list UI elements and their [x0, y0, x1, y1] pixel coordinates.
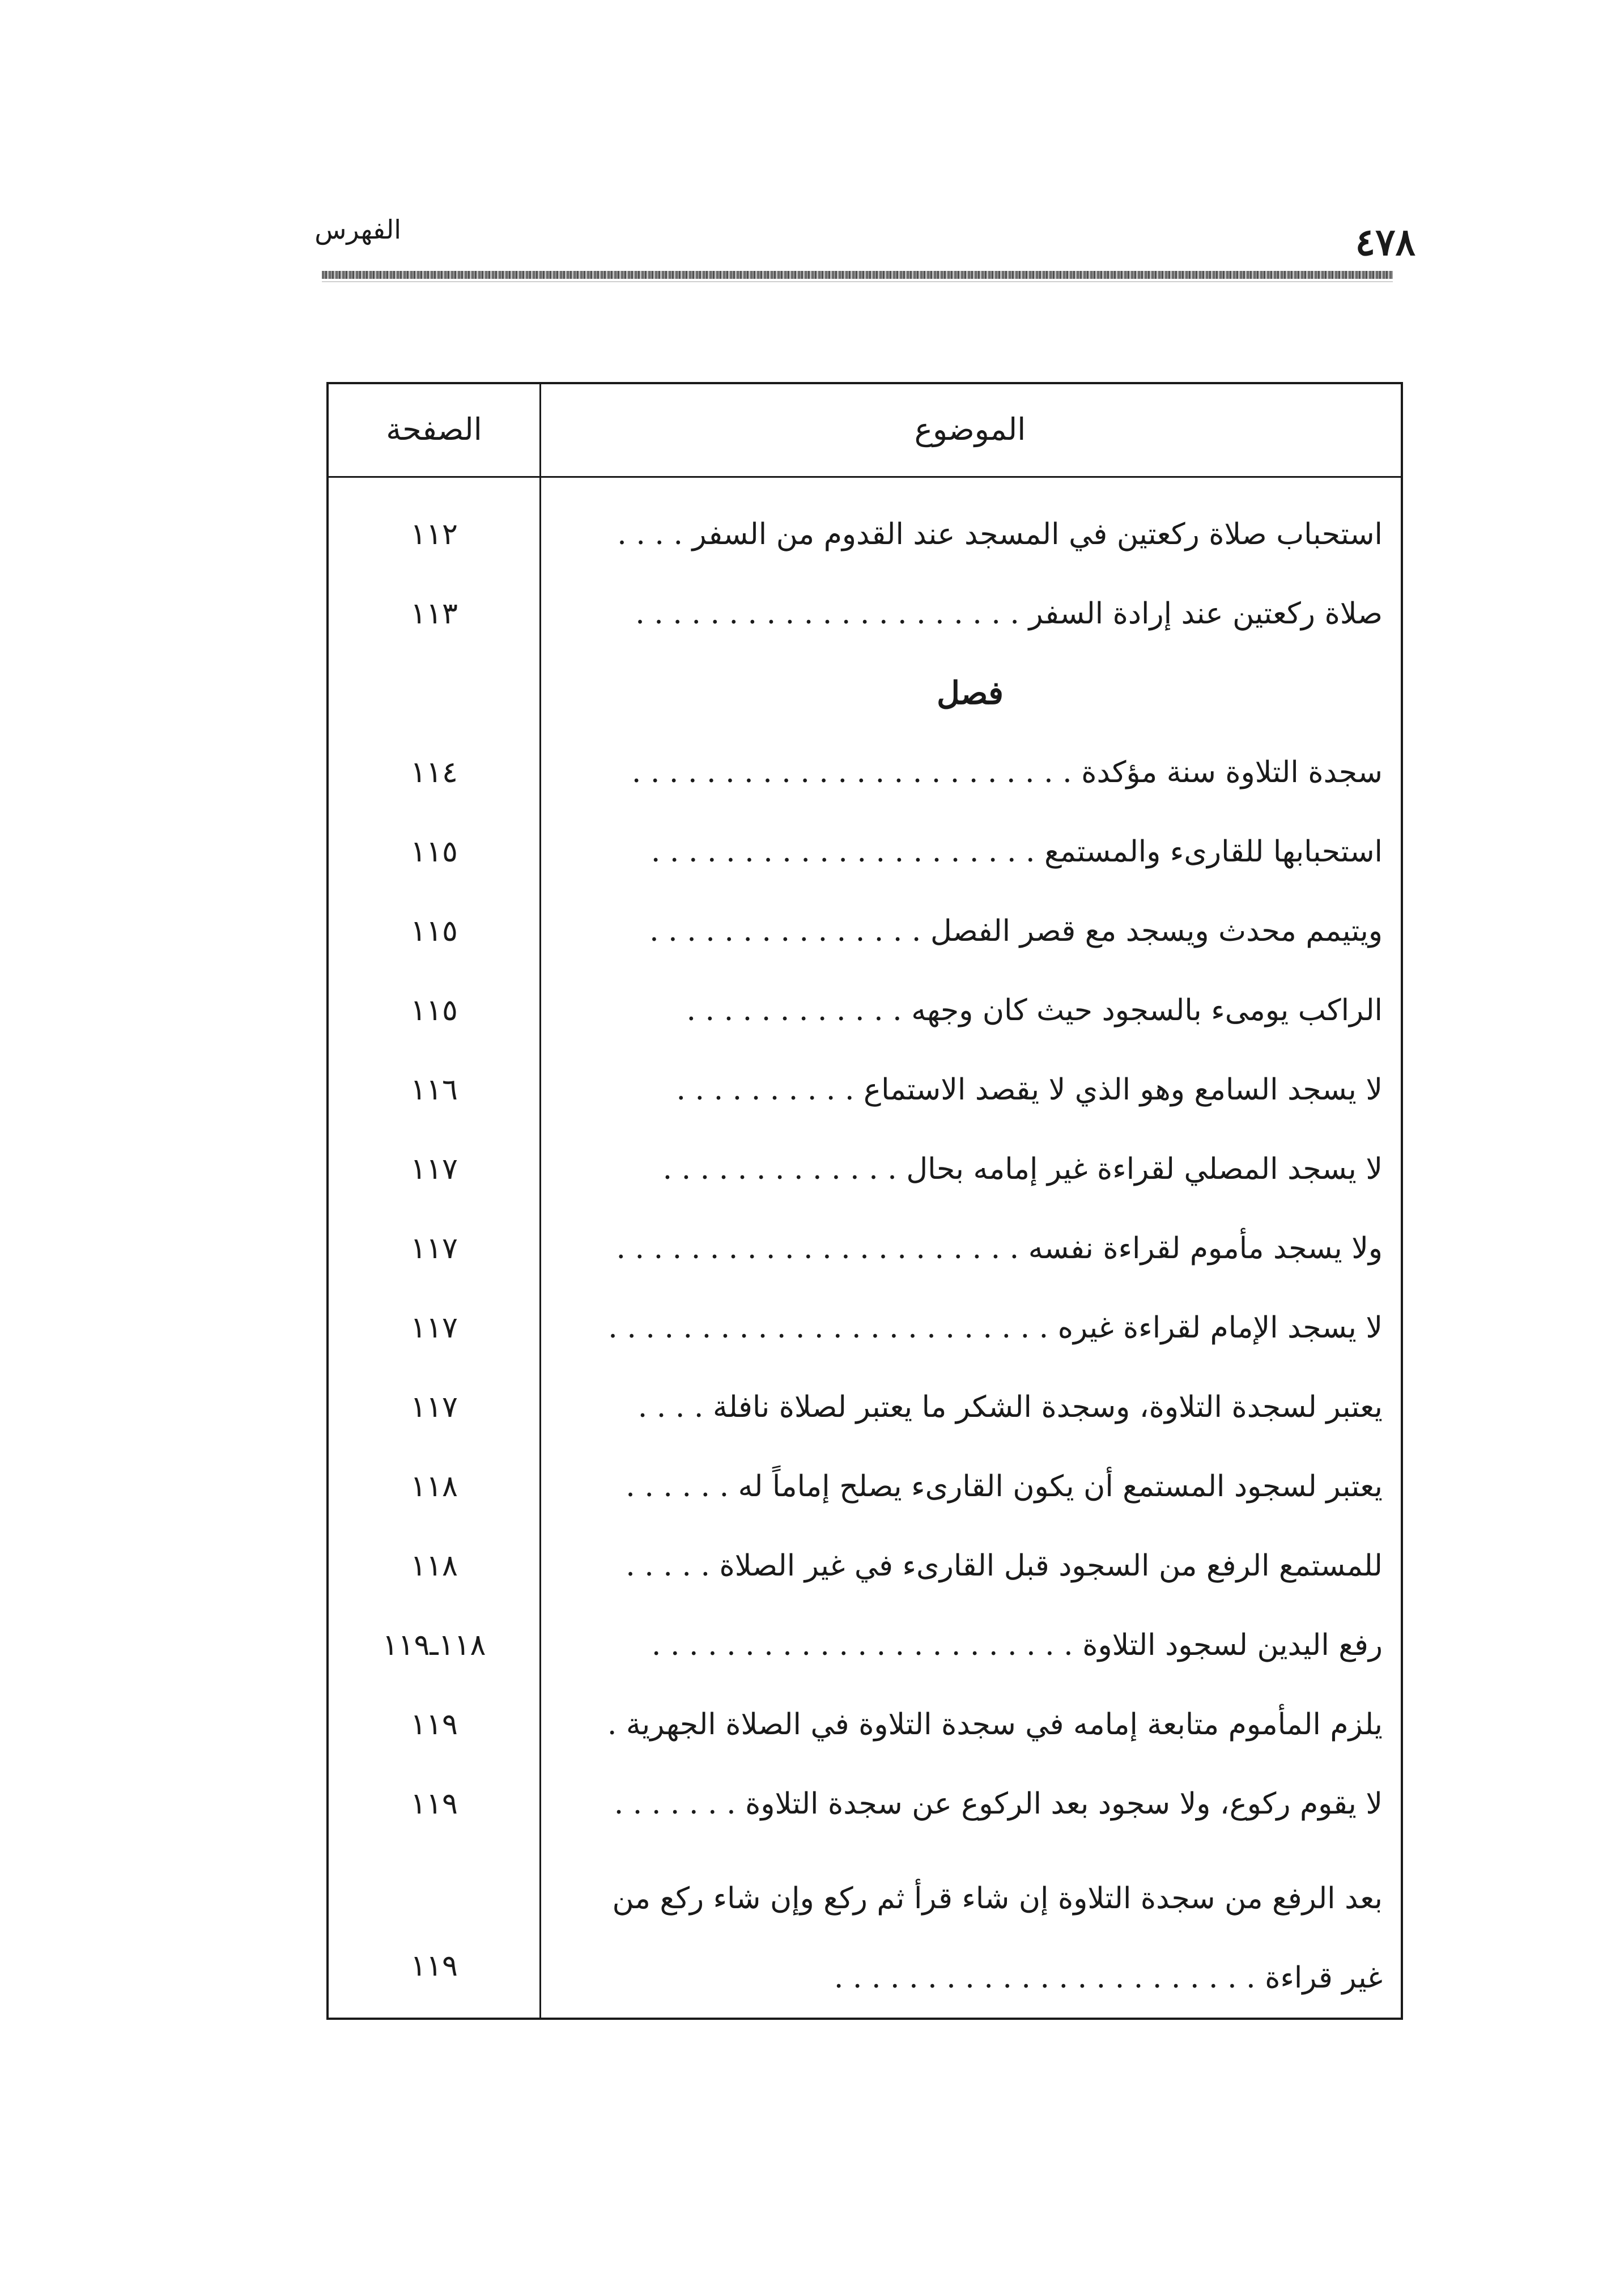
page-cell: ١١٥ [410, 914, 458, 948]
page-cell: ١١٨ [410, 1549, 458, 1583]
table-row [329, 1859, 1401, 2021]
table-row [329, 986, 1401, 1065]
topic-cell [567, 1700, 1383, 1749]
table-row [329, 510, 1401, 589]
topic-text: يعتبر لسجدة التلاوة، وسجدة الشكر ما يعتبر لصلاة نافلة [712, 1390, 1383, 1424]
dot-leader: . . . . [637, 1390, 713, 1424]
header-rule [322, 271, 1393, 279]
column-header-topic: الموضوع [914, 411, 1026, 447]
topic-cell [567, 1383, 1383, 1432]
page-cell: ١١٣ [410, 597, 458, 631]
topic-cell [567, 1780, 1383, 1828]
page-cell: ١١٩ [410, 1708, 458, 1742]
header-rule-underline [322, 281, 1393, 282]
table-row [329, 1542, 1401, 1621]
page-cell: ١١٢ [410, 517, 458, 551]
dot-leader: . . . . . . . . . . [676, 1073, 864, 1107]
column-header-page: الصفحة [386, 411, 482, 447]
topic-cell [567, 1065, 1383, 1114]
table-row [329, 1700, 1401, 1780]
dot-leader: . . . . . . . . . . . . . . . . . . . . . [635, 597, 1029, 631]
topic-text: لا يسجد الإمام لقراءة غيره [1057, 1311, 1383, 1345]
dot-leader: . . . . . . . . . . . . . . . . . . . . . . . [834, 1961, 1265, 1995]
table-row [329, 1462, 1401, 1542]
topic-cell [567, 1462, 1383, 1511]
page-cell: ١١٧ [410, 1232, 458, 1266]
page-cell: ١١٩ [410, 1787, 458, 1821]
dot-leader: . . . . [617, 517, 692, 551]
topic-cell [567, 1542, 1383, 1590]
topic-cell [567, 1859, 1383, 2018]
topic-text: بعد الرفع من سجدة التلاوة إن شاء قرأ ثم ركع وإن شاء ركع من غير قراءة [612, 1882, 1383, 1995]
page-cell: ١١٥ [410, 993, 458, 1027]
dot-leader: . . . . . . . . . . . . . . . . . . . . . . [616, 1232, 1028, 1266]
dot-leader: . . . . . . . . . . . . . . . [649, 914, 930, 948]
topic-text: رفع اليدين لسجود التلاوة [1082, 1628, 1383, 1662]
page-cell: ١١٩ [410, 1949, 458, 1983]
dot-leader: . . . . . . [626, 1470, 738, 1504]
page-cell: ١١٨ـ١١٩ [382, 1628, 486, 1662]
section-heading: فصل [937, 674, 1004, 712]
dot-leader: . . . . . . . . . . . . . . . . . . . . . [651, 835, 1045, 869]
topic-text: ولا يسجد مأموم لقراءة نفسه [1028, 1232, 1383, 1266]
page-cell: ١١٧ [410, 1390, 458, 1424]
topic-text: استحباب صلاة ركعتين في المسجد عند القدوم من السفر [692, 517, 1383, 551]
topic-text: صلاة ركعتين عند إرادة السفر [1028, 597, 1383, 631]
section-heading-row [329, 669, 1401, 748]
running-title: الفهرس [314, 214, 401, 245]
table-row [329, 1780, 1401, 1859]
page-cell: ١١٧ [410, 1152, 458, 1186]
index-table [326, 382, 1403, 2020]
page-cell: ١١٥ [410, 835, 458, 869]
table-row [329, 748, 1401, 827]
table-row [329, 1224, 1401, 1303]
page-cell: ١١٦ [410, 1073, 458, 1107]
topic-cell [567, 1621, 1383, 1670]
page-cell: ١١٧ [410, 1311, 458, 1345]
topic-text: يعتبر لسجود المستمع أن يكون القارىء يصلح إماماً له [738, 1470, 1383, 1504]
topic-text: استحبابها للقارىء والمستمع [1044, 835, 1383, 869]
topic-text: لا يسجد السامع وهو الذي لا يقصد الاستماع [864, 1073, 1383, 1107]
topic-text: ويتيمم محدث ويسجد مع قصر الفصل [930, 914, 1383, 948]
page-number: ٤٧٨ [1355, 220, 1415, 264]
page-cell: ١١٨ [410, 1470, 458, 1504]
table-row [329, 1145, 1401, 1224]
dot-leader: . . . . . . . . . . . . . . . . . . . . . . . . [608, 1311, 1058, 1345]
page-cell: ١١٤ [410, 755, 458, 789]
topic-cell [567, 748, 1383, 797]
topic-cell [567, 1224, 1383, 1273]
topic-text: للمستمع الرفع من السجود قبل القارىء في غير الصلاة [719, 1549, 1383, 1583]
dot-leader: . . . . . . . [614, 1787, 746, 1821]
table-row [329, 589, 1401, 669]
topic-cell [567, 1303, 1383, 1352]
table-header-row [329, 384, 1401, 478]
table-row [329, 1383, 1401, 1462]
topic-text: الراكب يومىء بالسجود حيث كان وجهه [911, 993, 1383, 1027]
dot-leader: . . . . . . . . . . . . [686, 993, 912, 1027]
topic-cell [567, 589, 1383, 638]
topic-cell [567, 907, 1383, 956]
table-row [329, 1303, 1401, 1383]
table-row [329, 827, 1401, 907]
topic-cell [567, 827, 1383, 876]
dot-leader: . . . . . . . . . . . . . . . . . . . . . . . . [631, 755, 1082, 789]
table-row [329, 907, 1401, 986]
topic-cell [567, 510, 1383, 559]
topic-text: يلزم المأموم متابعة إمامه في سجدة التلاوة في الصلاة الجهرية [626, 1708, 1383, 1742]
topic-text: سجدة التلاوة سنة مؤكدة [1081, 755, 1383, 789]
topic-cell [567, 986, 1383, 1035]
topic-text: لا يقوم ركوع، ولا سجود بعد الركوع عن سجدة التلاوة [745, 1787, 1383, 1821]
table-body [329, 510, 1401, 2021]
dot-leader: . . . . . . . . . . . . . . . . . . . . . . . [651, 1628, 1083, 1662]
table-row [329, 1065, 1401, 1145]
dot-leader: . . . . . . . . . . . . . [662, 1152, 907, 1186]
table-row [329, 1621, 1401, 1700]
topic-text: لا يسجد المصلي لقراءة غير إمامه بحال [906, 1152, 1383, 1186]
dot-leader: . . . . . [626, 1549, 720, 1583]
topic-cell [567, 1145, 1383, 1194]
dot-leader: . [607, 1708, 626, 1742]
